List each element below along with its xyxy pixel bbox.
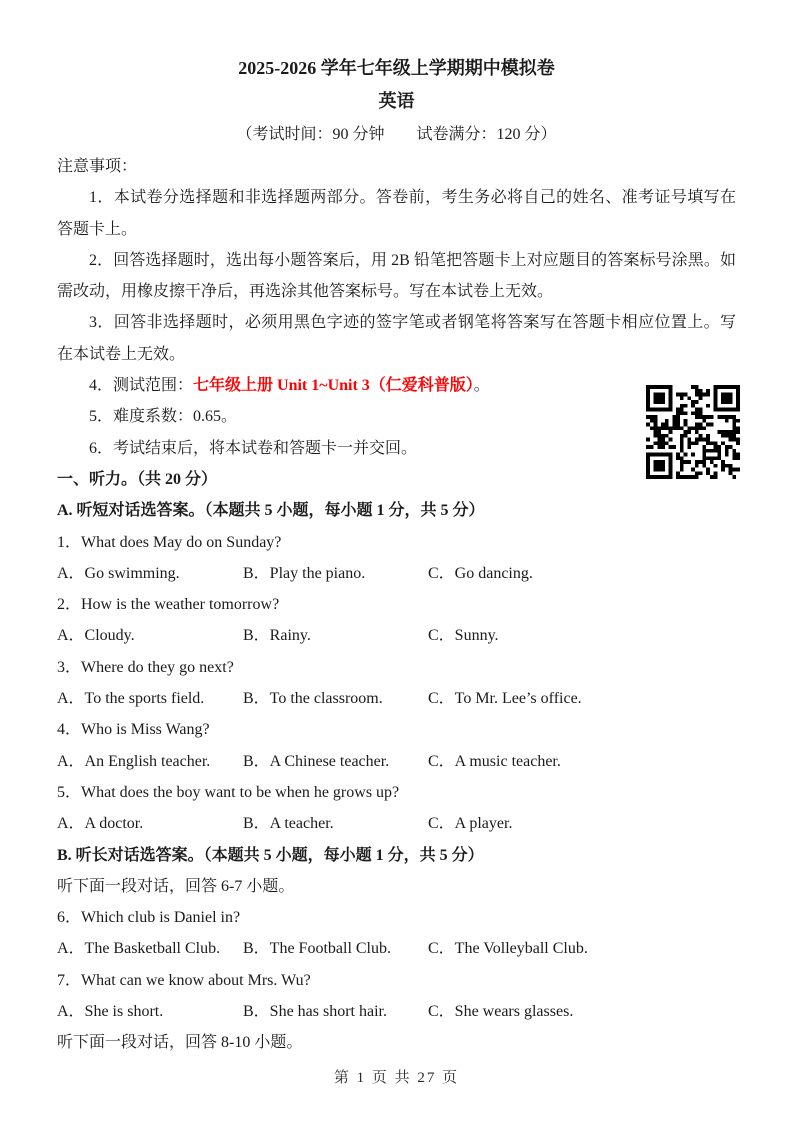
question-text: 3．Where do they go next? [57,658,234,676]
option-row [57,746,736,777]
option-b: B．The Football Club. [243,940,392,958]
notice-item-4 [57,370,736,401]
option-a: A．Go swimming. [57,564,180,582]
option-c: C．She wears glasses. [428,1003,574,1021]
question-text: 7．What can we know about Mrs. Wu? [57,971,311,989]
option-c: C．Go dancing. [428,564,533,582]
question-block-5 [57,777,736,840]
notice-item-5: 5．难度系数：0.65。 [89,408,238,426]
option-a: A．Cloudy. [57,627,135,645]
option-b: B．A Chinese teacher. [243,752,390,770]
paper-subject: 英语 [378,91,415,111]
paper-body [57,151,736,1059]
sectionA-heading: A. 听短对话选答案。（本题共 5 小题，每小题 1 分，共 5 分） [57,502,485,520]
sectionB-heading: B. 听长对话选答案。（本题共 5 小题，每小题 1 分，共 5 分） [57,846,484,864]
notice-item-4-prefix: 4．测试范围： [89,377,194,395]
question-block-2 [57,589,736,652]
notice-item-3: 3．回答非选择题时，必须用黑色字迹的签字笔或者钢笔将答案写在答题卡相应位置上。写在本试卷上无效。 [57,314,736,363]
notice-item-4-test-range: 七年级上册 Unit 1~Unit 3（仁爱科普版） [193,377,474,395]
option-c: C．To Mr. Lee’s office. [428,690,582,708]
question-text: 1．What does May do on Sunday? [57,533,282,551]
option-c: C．A player. [428,815,513,833]
option-c: C．The Volleyball Club. [428,940,588,958]
dialog-hint-6-7: 听下面一段对话，回答 6-7 小题。 [57,877,295,895]
option-a: A．An English teacher. [57,752,211,770]
question-block-4 [57,714,736,777]
qr-code [646,385,740,479]
option-a: A．She is short. [57,1003,164,1021]
option-b: B．A teacher. [243,815,334,833]
paper-header [57,52,736,151]
notice-item-4-suffix: 。 [473,377,490,395]
option-a: A．To the sports field. [57,690,205,708]
question-block-1 [57,527,736,590]
option-c: C．Sunny. [428,627,499,645]
option-row [57,558,736,589]
option-row [57,808,736,839]
question-text: 6．Which club is Daniel in? [57,909,241,927]
exam-info: （考试时间：90 分钟 试卷满分：120 分） [236,126,557,143]
notice-item-2: 2．回答选择题时，选出每小题答案后，用 2B 铅笔把答题卡上对应题目的答案标号涂黑。如需改动，用橡皮擦干净后，再选涂其他答案标号。写在本试卷上无效。 [57,251,736,301]
dialog-hint-8-10: 听下面一段对话，回答 8-10 小题。 [57,1034,303,1052]
question-text: 4．Who is Miss Wang? [57,721,210,739]
option-row [57,620,736,651]
notice-item-1: 1．本试卷分选择题和非选择题两部分。答卷前，考生务必将自己的姓名、准考证号填写在答题卡上。 [57,189,736,238]
option-row [57,996,736,1027]
option-row [57,683,736,714]
option-b: B．To the classroom. [243,690,383,708]
option-a: A．A doctor. [57,815,144,833]
option-a: A．The Basketball Club. [57,940,221,958]
option-b: B．She has short hair. [243,1003,387,1021]
option-c: C．A music teacher. [428,752,561,770]
question-block-6 [57,902,736,965]
part1-heading: 一、听力。（共 20 分） [57,470,218,488]
option-b: B．Rainy. [243,627,311,645]
notice-item-6: 6．考试结束后，将本试卷和答题卡一并交回。 [89,439,418,457]
notice-heading: 注意事项： [57,158,138,175]
question-text: 5．What does the boy want to be when he grows up? [57,783,400,801]
paper-title: 2025-2026 学年七年级上学期期中模拟卷 [238,58,555,78]
page-footer: 第 1 页 共 27 页 [333,1070,460,1086]
question-block-3 [57,652,736,715]
option-row [57,933,736,964]
option-b: B．Play the piano. [243,564,366,582]
question-text: 2．How is the weather tomorrow? [57,596,280,614]
question-block-7 [57,965,736,1028]
